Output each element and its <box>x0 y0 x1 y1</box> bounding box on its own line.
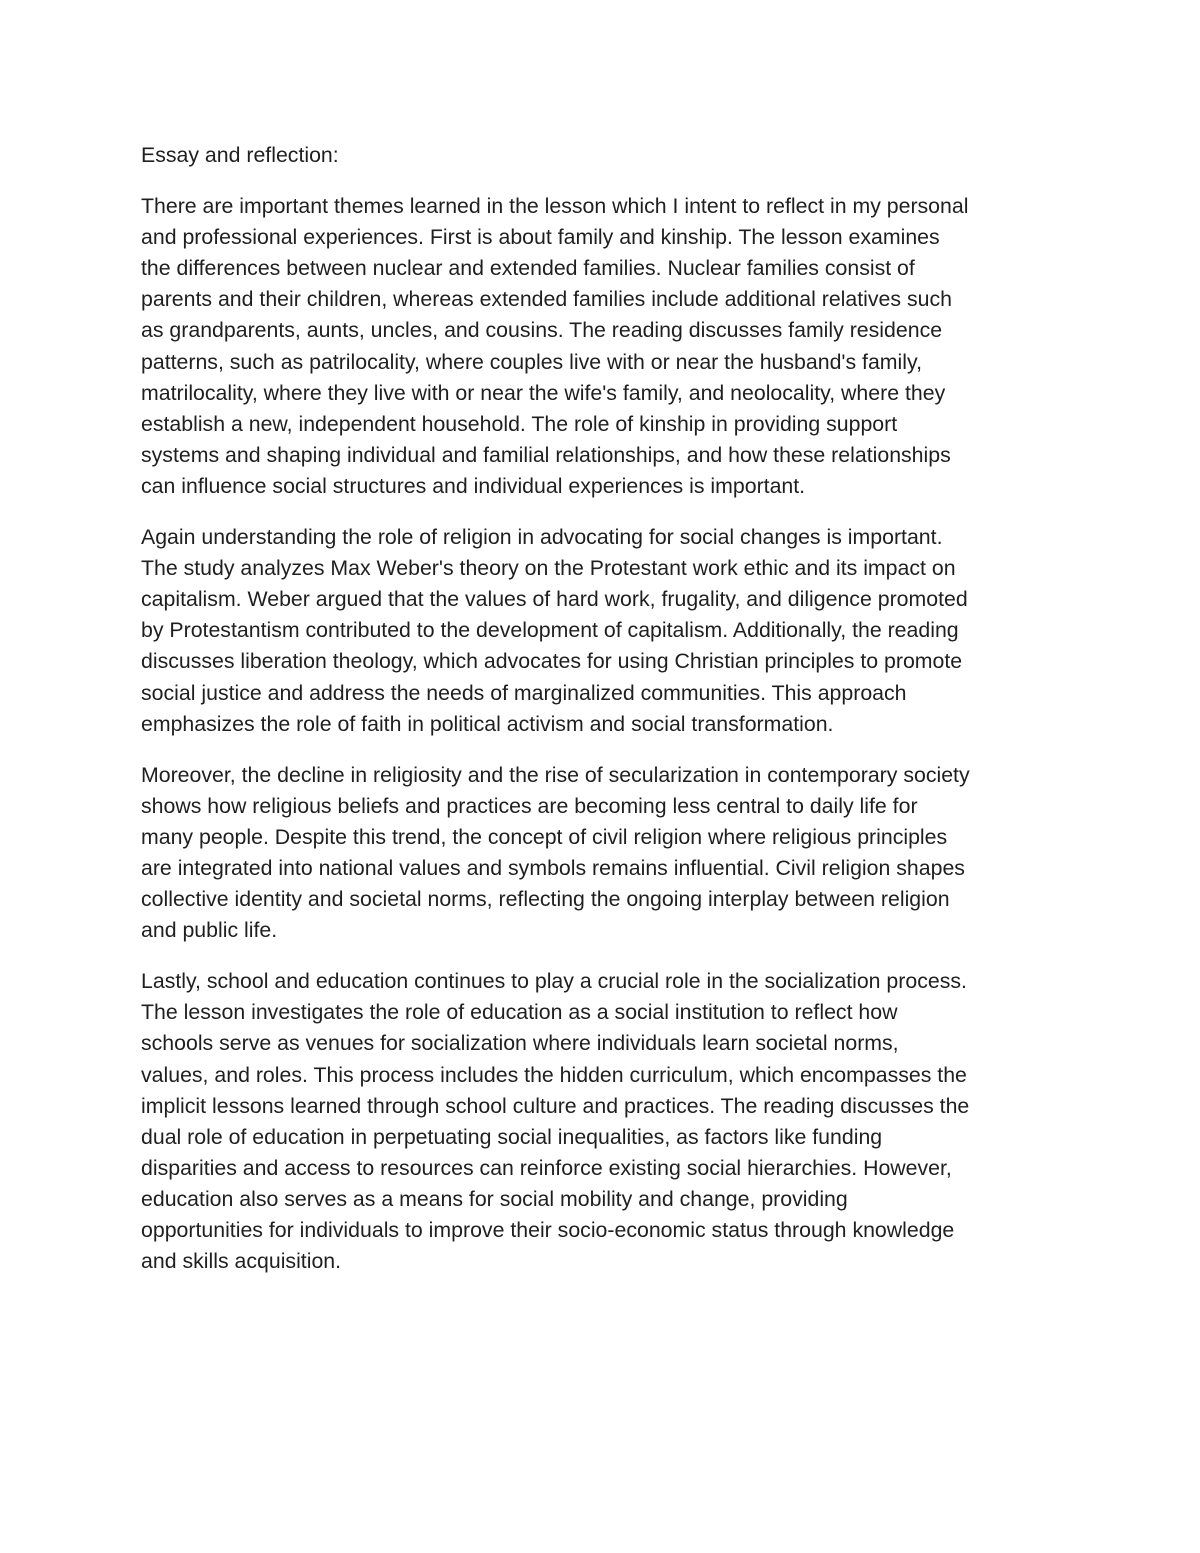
paragraph-line: education also serves as a means for social mobility and change, providing <box>141 1186 848 1211</box>
paragraph-line: shows how religious beliefs and practices are becoming less central to daily life for <box>141 793 918 818</box>
paragraph-line: capitalism. Weber argued that the values of hard work, frugality, and diligence promoted <box>141 587 968 612</box>
paragraph-religion <box>141 522 1061 740</box>
paragraph-line: patterns, such as patrilocality, where couples live with or near the husband's family, <box>141 349 922 374</box>
paragraph-line: matrilocality, where they live with or near the wife's family, and neolocality, where they <box>141 380 946 405</box>
paragraph-line: The study analyzes Max Weber's theory on the Protestant work ethic and its impact on <box>141 556 956 581</box>
paragraph-line: emphasizes the role of faith in political activism and social transformation. <box>141 711 834 736</box>
paragraph-line: as grandparents, aunts, uncles, and cousins. The reading discusses family residence <box>141 318 943 343</box>
paragraph-line: Lastly, school and education continues to play a crucial role in the socialization process. <box>141 969 967 994</box>
paragraph-line: implicit lessons learned through school culture and practices. The reading discusses the <box>141 1093 970 1118</box>
paragraph-line: many people. Despite this trend, the concept of civil religion where religious principles <box>141 824 948 849</box>
paragraph-line: disparities and access to resources can reinforce existing social hierarchies. However, <box>141 1155 952 1180</box>
paragraph-line: the differences between nuclear and extended families. Nuclear families consist of <box>141 256 915 281</box>
paragraph-line: and skills acquisition. <box>141 1249 342 1274</box>
paragraph-line: There are important themes learned in the lesson which I intent to reflect in my personal <box>141 194 969 219</box>
paragraph-line: The lesson investigates the role of education as a social institution to reflect how <box>141 1000 898 1025</box>
paragraph-line: by Protestantism contributed to the development of capitalism. Additionally, the reading <box>141 618 959 643</box>
paragraph-line: parents and their children, whereas extended families include additional relatives such <box>141 287 952 312</box>
paragraph-line: schools serve as venues for socialization where individuals learn societal norms, <box>141 1031 899 1056</box>
paragraph-line: Moreover, the decline in religiosity and the rise of secularization in contemporary society <box>141 762 970 787</box>
paragraph-education <box>141 966 1061 1277</box>
paragraph-line: values, and roles. This process includes the hidden curriculum, which encompasses the <box>141 1062 967 1087</box>
paragraph-line: social justice and address the needs of marginalized communities. This approach <box>141 680 907 705</box>
paragraph-line: Again understanding the role of religion in advocating for social changes is important. <box>141 525 943 550</box>
paragraph-secularization <box>141 760 1061 947</box>
paragraph-line: systems and shaping individual and familial relationships, and how these relationships <box>141 442 951 467</box>
paragraph-line: collective identity and societal norms, reflecting the ongoing interplay between religion <box>141 887 950 912</box>
paragraph-line: and public life. <box>141 918 278 943</box>
paragraph-line: can influence social structures and individual experiences is important. <box>141 473 806 498</box>
document-body <box>141 140 1061 1297</box>
paragraph-line: establish a new, independent household. The role of kinship in providing support <box>141 411 898 436</box>
paragraph-line: discusses liberation theology, which advocates for using Christian principles to promote <box>141 649 963 674</box>
document-heading: Essay and reflection: <box>141 143 339 167</box>
paragraph-line: are integrated into national values and symbols remains influential. Civil religion shapes <box>141 855 965 880</box>
paragraph-family-kinship <box>141 191 1061 502</box>
paragraph-line: opportunities for individuals to improve their socio-economic status through knowledge <box>141 1218 955 1242</box>
paragraph-line: and professional experiences. First is about family and kinship. The lesson examines <box>141 225 940 250</box>
paragraph-line: dual role of education in perpetuating social inequalities, as factors like funding <box>141 1124 883 1149</box>
